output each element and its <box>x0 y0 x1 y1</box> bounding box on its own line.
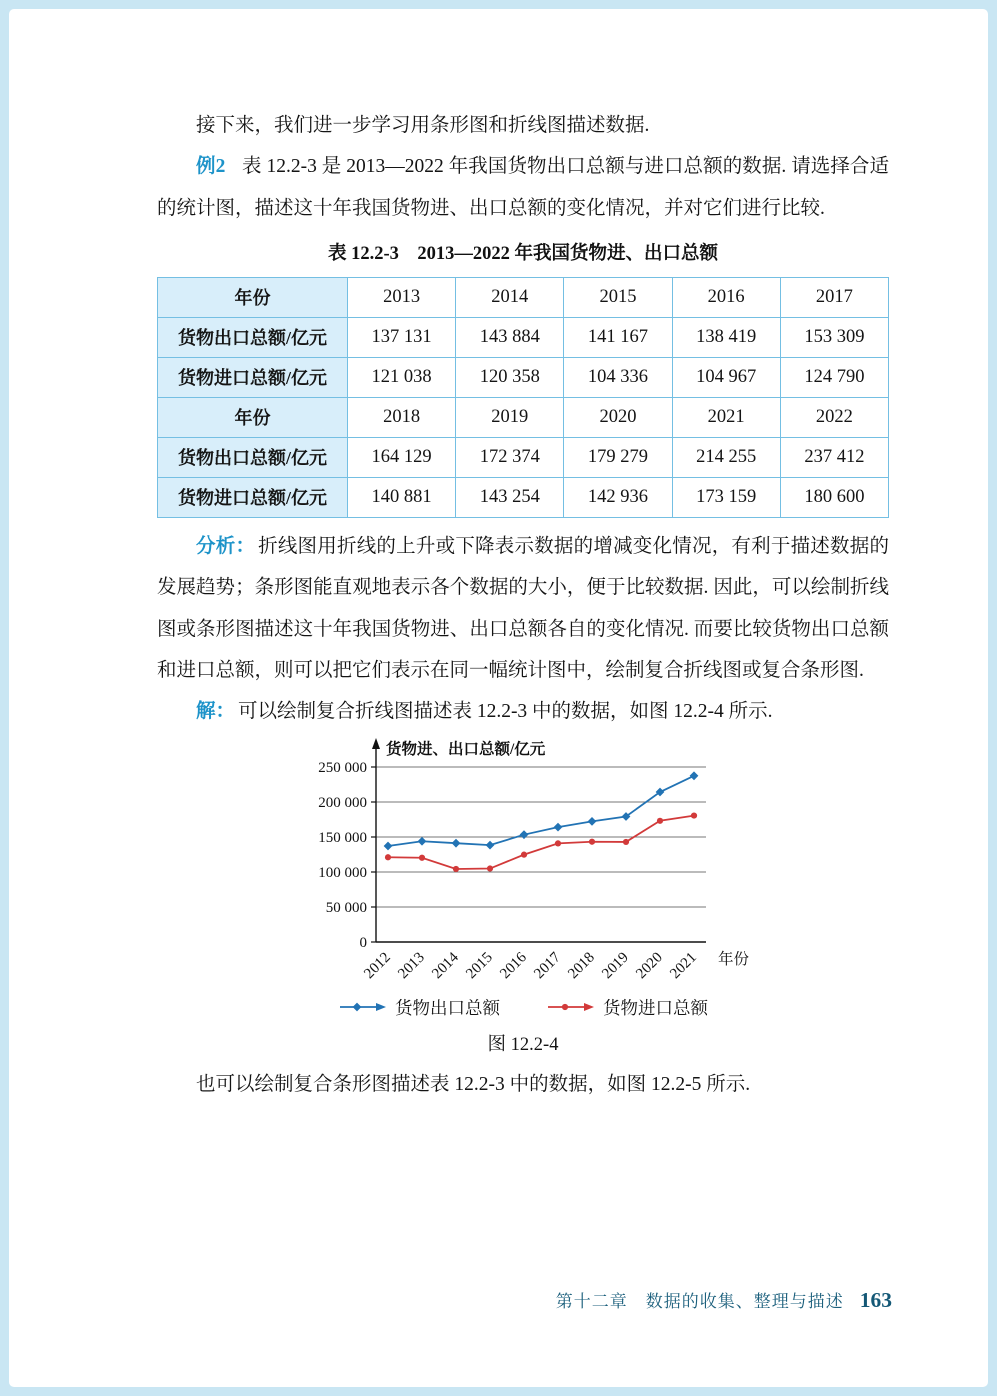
table-cell: 142 936 <box>564 477 672 517</box>
table-cell: 140 881 <box>348 477 456 517</box>
table-cell: 2021 <box>672 397 780 437</box>
legend-item-export <box>338 995 500 1020</box>
intro-paragraph <box>157 105 889 146</box>
table-cell: 2022 <box>780 397 888 437</box>
trade-data-table <box>157 277 889 518</box>
legend-item-import <box>546 995 708 1020</box>
line-chart-figure <box>283 737 763 1056</box>
page-sheet <box>9 9 988 1387</box>
svg-text:2012: 2012 <box>361 949 394 982</box>
svg-text:2016: 2016 <box>497 949 530 982</box>
chart-legend <box>283 995 763 1020</box>
legend-label-export: 货物出口总额 <box>395 997 500 1018</box>
table-row <box>158 477 889 517</box>
table-cell: 172 374 <box>456 437 564 477</box>
svg-text:200 000: 200 000 <box>318 794 367 811</box>
table-row <box>158 277 889 317</box>
svg-text:2014: 2014 <box>429 949 462 982</box>
table-cell: 2014 <box>456 277 564 317</box>
legend-label-import: 货物进口总额 <box>603 997 708 1018</box>
table-cell: 173 159 <box>672 477 780 517</box>
table-cell: 214 255 <box>672 437 780 477</box>
table-cell: 179 279 <box>564 437 672 477</box>
closing-text: 也可以绘制复合条形图描述表 12.2-3 中的数据，如图 12.2-5 所示. <box>196 1073 751 1095</box>
chapter-title: 第十二章 数据的收集、整理与描述 <box>555 1292 844 1311</box>
svg-text:2021: 2021 <box>667 949 700 982</box>
svg-text:2020: 2020 <box>633 949 666 982</box>
solution-label: 解： <box>196 701 236 723</box>
table-row <box>158 397 889 437</box>
page-number: 163 <box>859 1288 892 1312</box>
example-label: 例2 <box>196 156 226 178</box>
table-cell: 104 967 <box>672 357 780 397</box>
table-cell: 237 412 <box>780 437 888 477</box>
export-line-legend-icon <box>338 1000 388 1014</box>
composite-line-chart <box>288 737 758 999</box>
table-cell: 2015 <box>564 277 672 317</box>
table-cell: 138 419 <box>672 317 780 357</box>
table-cell: 2017 <box>780 277 888 317</box>
table-cell: 2016 <box>672 277 780 317</box>
analysis-text: 折线图用折线的上升或下降表示数据的增减变化情况，有利于描述数据的发展趋势；条形图能直观地表示各个数据的大小，便于比较数据. 因此，可以绘制折线图或条形图描述这十年我国货物进、出口总额各自的变化情况. 而要比较货物出口总额和进口总额，则可以把它们表示在同一幅统计图中，绘制复合折线图或复合条形图. <box>157 535 889 681</box>
analysis-paragraph <box>157 526 889 691</box>
svg-text:100 000: 100 000 <box>318 864 367 881</box>
svg-text:2018: 2018 <box>565 949 598 982</box>
intro-text: 接下来，我们进一步学习用条形图和折线图描述数据. <box>196 115 650 136</box>
table-cell: 2020 <box>564 397 672 437</box>
example-text: 表 12.2-3 是 2013—2022 年我国货物出口总额与进口总额的数据. 请选择合适的统计图，描述这十年我国货物进、出口总额的变化情况，并对它们进行比较. <box>157 156 889 219</box>
table-cell: 124 790 <box>780 357 888 397</box>
svg-text:0: 0 <box>359 934 367 951</box>
table-cell: 143 254 <box>456 477 564 517</box>
table-cell: 2018 <box>348 397 456 437</box>
svg-text:2015: 2015 <box>463 949 496 982</box>
svg-text:50 000: 50 000 <box>325 899 367 916</box>
table-row <box>158 437 889 477</box>
table-row <box>158 317 889 357</box>
page-content <box>157 105 889 1105</box>
import-line-legend-icon <box>546 1000 596 1014</box>
table-cell: 104 336 <box>564 357 672 397</box>
table-title: 表 12.2-3 2013—2022 年我国货物进、出口总额 <box>327 243 719 264</box>
table-cell: 120 358 <box>456 357 564 397</box>
table-cell: 141 167 <box>564 317 672 357</box>
svg-text:年份: 年份 <box>718 950 750 968</box>
svg-text:2013: 2013 <box>395 949 428 982</box>
svg-text:250 000: 250 000 <box>318 759 367 776</box>
page-footer <box>556 1287 892 1313</box>
row-header: 年份 <box>158 277 348 317</box>
table-cell: 180 600 <box>780 477 888 517</box>
row-header: 货物进口总额/亿元 <box>158 357 348 397</box>
svg-text:150 000: 150 000 <box>318 829 367 846</box>
svg-text:2017: 2017 <box>531 949 564 982</box>
table-cell: 164 129 <box>348 437 456 477</box>
row-header: 货物出口总额/亿元 <box>158 317 348 357</box>
analysis-label: 分析： <box>196 535 256 557</box>
svg-text:货物进、出口总额/亿元: 货物进、出口总额/亿元 <box>386 740 546 758</box>
row-header: 年份 <box>158 397 348 437</box>
solution-text: 可以绘制复合折线图描述表 12.2-3 中的数据，如图 12.2-4 所示. <box>237 701 773 723</box>
row-header: 货物进口总额/亿元 <box>158 477 348 517</box>
row-header: 货物出口总额/亿元 <box>158 437 348 477</box>
closing-paragraph <box>157 1064 889 1105</box>
table-row <box>158 357 889 397</box>
solution-paragraph <box>157 691 889 732</box>
table-cell: 137 131 <box>348 317 456 357</box>
table-cell: 2019 <box>456 397 564 437</box>
svg-text:2019: 2019 <box>599 949 632 982</box>
table-cell: 153 309 <box>780 317 888 357</box>
example-paragraph <box>157 146 889 229</box>
figure-caption: 图 12.2-4 <box>487 1034 559 1055</box>
table-cell: 143 884 <box>456 317 564 357</box>
table-cell: 2013 <box>348 277 456 317</box>
table-cell: 121 038 <box>348 357 456 397</box>
